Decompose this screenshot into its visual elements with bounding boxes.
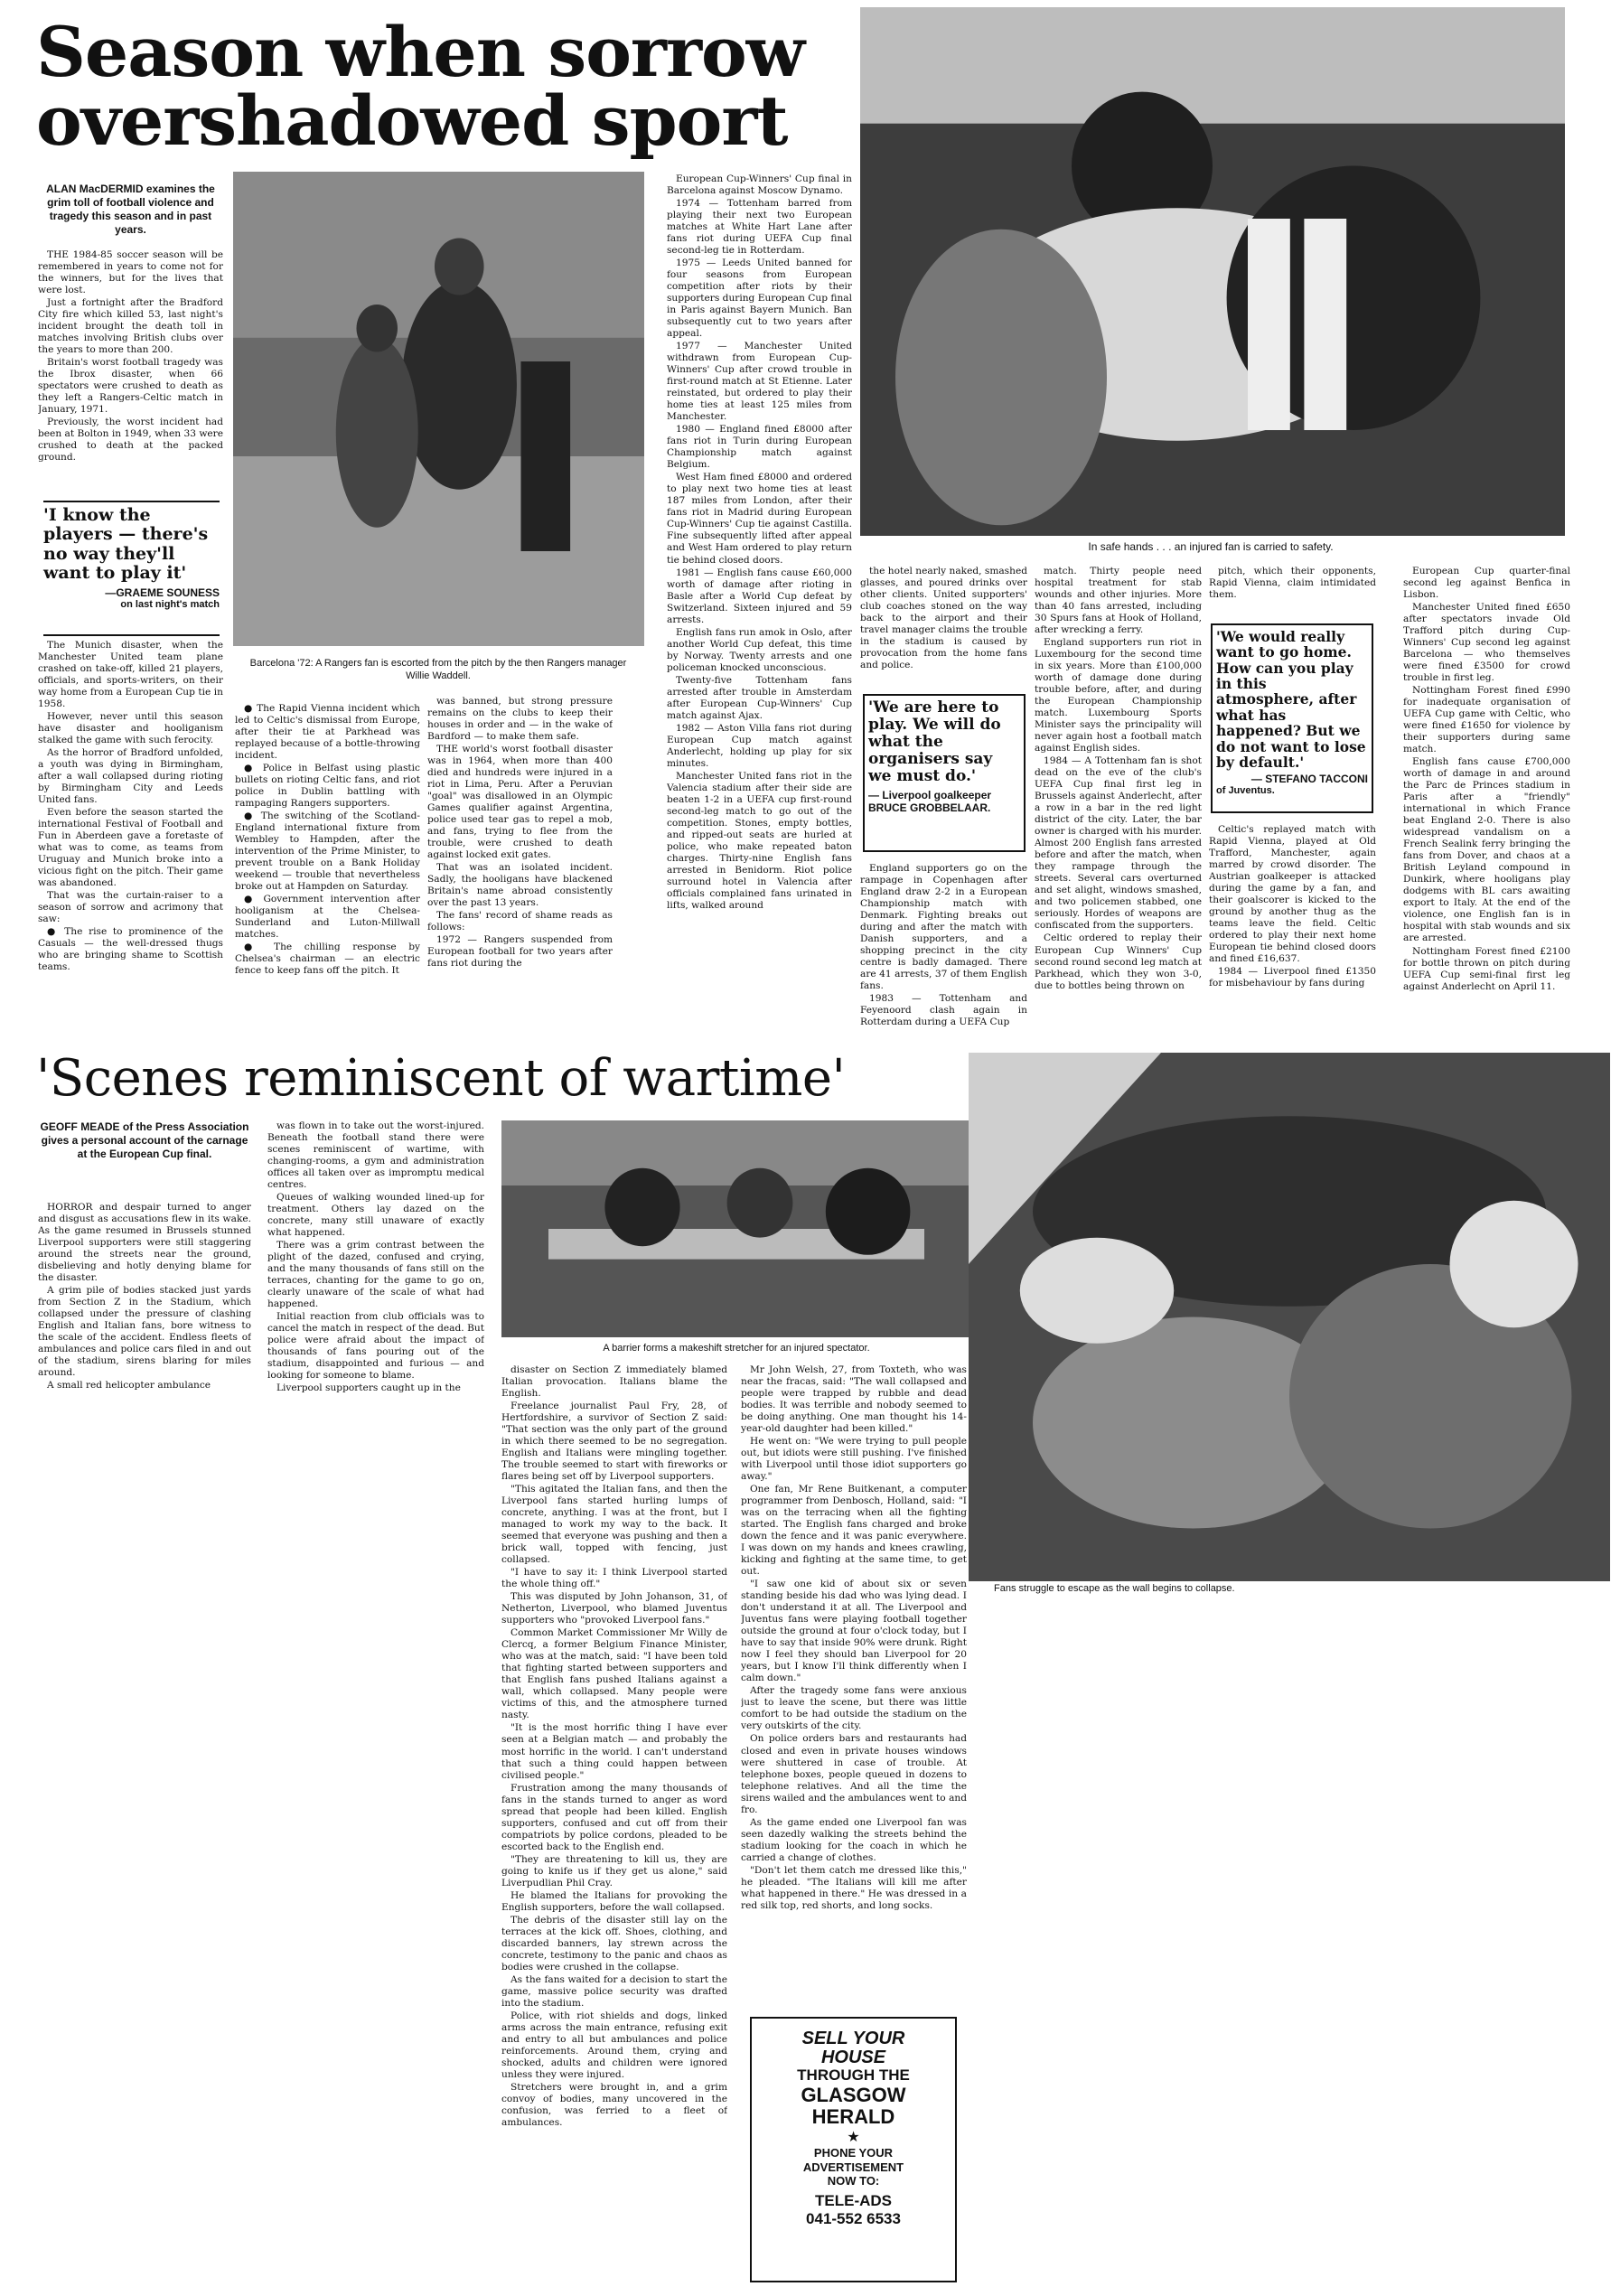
paragraph: Manchester United fined £650 after spectators invade Old Trafford pitch during Cup-Winners' Cup second leg against Barcelona — who themselves were fined £3500 for crowd trouble in first leg. (1403, 602, 1570, 684)
paragraph: 1984 — Liverpool fined £1350 for misbehaviour by fans during (1209, 966, 1376, 989)
article1-col4 (667, 173, 852, 1046)
paragraph: 1983 — Tottenham and Feyenoord clash again in Rotterdam during a UEFA Cup (860, 993, 1027, 1028)
paragraph: Liverpool supporters caught up in the (276, 1382, 461, 1394)
paragraph: As the fans waited for a decision to start the game, massive police security was drafted into the stadium. (501, 1973, 727, 2009)
paragraph: ● The Rapid Vienna incident which led to Celtic's dismissal from Europe, after their tie at Parkhead was replayed because of a bottle-throwing incident. (235, 703, 420, 762)
paragraph: However, never until this season have disaster and hooliganism stalked the game with such ferocity. (38, 711, 223, 746)
ad-line6: PHONE YOUR (813, 2146, 894, 2160)
paragraph: ● The switching of the Scotland-England international fixture from Wembley to Hampden, after the intervention of the Prime Minister, to prevent trouble on a Bank Holiday weekend — trouble that nevertheless broke out at Hampden on Saturday. (235, 811, 420, 893)
article1-col1 (38, 249, 223, 502)
paragraph: "Don't let them catch me dressed like this," he pleaded. "The Italians will kill me after what happened in there." He was dressed in a red silk top, red shorts, and long socks. (741, 1864, 967, 1911)
article1-quote-tacconi (1211, 623, 1373, 813)
photo-wall-collapse-caption: Fans struggle to escape as the wall begins to collapse. (994, 1583, 1235, 1594)
article1-col7b (1209, 824, 1376, 1048)
article2-col2 (267, 1120, 484, 1437)
paragraph: Mr John Welsh, 27, from Toxteth, who was near the fracas, said: "The wall collapsed and people were trapped by rubble and dead bodies. It was terrible and nobody seemed to be doing anything. One man thought his 14-year-old daughter had been killed." (741, 1364, 967, 1435)
paragraph: Just a fortnight after the Bradford City fire which killed 53, last night's incident brought the death toll in matches involving British clubs over the years to more than 200. (38, 297, 223, 356)
paragraph: ● The rise to prominence of the Casuals — the well-dressed thugs who are bringing shame to Scottish teams. (38, 926, 223, 973)
ad-line1: SELL YOUR (801, 2029, 905, 2048)
paragraph: 1977 — Manchester United withdrawn from European Cup-Winners' Cup after crowd trouble in first-round match at St Etienne. Later reinstated, but ordered to play their home ties at least 125 miles from Manchester. (667, 341, 852, 423)
paragraph: 1974 — Tottenham barred from playing their next two European matches at White Hart Lane after fans riot during UEFA Cup final second-leg tie in Rotterdam. (667, 198, 852, 257)
paragraph: That was an isolated incident. Sadly, the hooligans have blackened Britain's name abroad consistently over the past 13 years. (427, 862, 613, 909)
paragraph: "It is the most horrific thing I have ever seen at a Belgian match — and probably the most horrific in the world. I can't understand that such a thing could happen between civilised people." (501, 1722, 727, 1781)
paragraph: As the game ended one Liverpool fan was seen dazedly walking the streets behind the stadium looking for the coach in which he carried a change of clothes. (741, 1816, 967, 1863)
photo-barrier-caption: A barrier forms a makeshift stretcher for an injured spectator. (603, 1343, 870, 1354)
article2-byline: GEOFF MEADE of the Press Association gives a personal account of the carnage at the European Cup final. (40, 1120, 249, 1160)
article1-col6 (1035, 566, 1202, 1046)
paragraph: England supporters go on the rampage in Copenhagen after England draw 2-2 in a European Championship match with Denmark. Fighting breaks out during and after the match with Danish supporters, and a shopping precinct in the city centre is badly damaged. There are 41 arrests, 37 of them English fans. (860, 863, 1027, 992)
paragraph: Queues of walking wounded lined-up for treatment. Others lay dazed on the concrete, many still unaware of exactly what happened. (267, 1192, 484, 1239)
quote-note: of Juventus. (1216, 785, 1275, 797)
article1-col5 (860, 566, 1027, 683)
paragraph: was flown in to take out the worst-injured. Beneath the football stand there were scenes reminiscent of wartime, with changing-rooms, a gym and administration offices all taken over as impromptu medical centres. (267, 1120, 484, 1191)
paragraph: Britain's worst football tragedy was the Ibrox disaster, when 66 spectators were crushed to death as they left a Rangers-Celtic match in January, 1971. (38, 357, 223, 416)
paragraph: HORROR and despair turned to anger and disgust as accusations flew in its wake. As the game resumed in Brussels stunned Liverpool supporters were still staggering around the streets near the ground, disbelieving and hotly denying blame for the disaster. (38, 1202, 251, 1284)
ad-line4: GLASGOW (801, 2083, 906, 2106)
article1-col7 (1209, 566, 1376, 602)
paragraph: As the horror of Bradford unfolded, a youth was dying in Birmingham, after a wall collapsed during rioting by Birmingham City and Leeds United fans. (38, 747, 223, 806)
paragraph: ● The chilling response by Chelsea's chairman — an electric fence to keep fans off the pitch. It (235, 942, 420, 977)
paragraph: Manchester United fans riot in the Valencia stadium after their side are beaten 1-2 in a UEFA cup first-round second-leg match to go out of the competition. Stones, empty bottles, and ripped-out seats are hurled at police, who make repeated baton charges. Thirty-nine English fans arrested in Benidorm. Riot police surround hotel in Valencia after officials complained fans urinated in lifts, walked around (667, 770, 852, 911)
paragraph: The fans' record of shame reads as follows: (427, 910, 613, 933)
paragraph: disaster on Section Z immediately blamed Italian provocation. Italians blame the English. (501, 1364, 727, 1400)
paragraph: English fans run amok in Oslo, after another World Cup defeat, this time by Norway. Twenty arrests and one policeman knocked unconscious. (667, 626, 852, 673)
article1-col2 (235, 703, 420, 1046)
ad-line7: ADVERTISEMENT (802, 2160, 904, 2174)
ad-phone: 041-552 6533 (806, 2209, 901, 2227)
paragraph: Celtic ordered to replay their European Cup Winners' Cup second round second leg match at Parkhead, which they won 3-0, due to bottles being thrown on (1035, 932, 1202, 991)
quote-text: 'We are here to play. We will do what the organisers say we must do.' (868, 698, 1001, 786)
article1-quote-souness (43, 501, 220, 636)
paragraph: European Cup-Winners' Cup final in Barcelona against Moscow Dynamo. (667, 173, 852, 197)
paragraph: 1972 — Rangers suspended from European football for two years after fans riot during the (427, 934, 613, 970)
paragraph: England supporters run riot in Luxembourg for the second time in six years. More than £100,000 worth of damage done during trouble before, after, and during the European Championship match. Luxembourg Sports Minister says the principality will never again host a football match against English sides. (1035, 637, 1202, 754)
star-icon: ★ (847, 2130, 860, 2146)
quote-author: — Liverpool goalkeeper BRUCE GROBBELAAR. (868, 789, 992, 815)
photo-injured-fan-carried (860, 7, 1565, 536)
quote-note: on last night's match (120, 599, 220, 611)
article1-col3 (427, 696, 613, 1046)
paragraph: Nottingham Forest fined £2100 for bottle thrown on pitch during UEFA Cup semi-final first leg against Anderlecht on April 11. (1403, 945, 1570, 992)
paragraph: THE 1984-85 soccer season will be remembered in years to come not for the winners, but for the lives that were lost. (38, 249, 223, 296)
paragraph: He went on: "We were trying to pull people out, but idiots were still pushing. I've finished with Liverpool until those idiot supporters go away." (741, 1436, 967, 1483)
paragraph: This was disputed by John Johanson, 31, of Netherton, Liverpool, who blamed Juventus supporters who "provoked Liverpool fans." (501, 1591, 727, 1626)
paragraph: "They are threatening to kill us, they are going to knife us if they get us alone," said Liverpudlian Phil Cray. (501, 1853, 727, 1888)
paragraph: There was a grim contrast between the plight of the dazed, confused and crying, and the many thousands of fans still on the terraces, chanting for the game to go on, clearly unaware of the scale of what had happened. (267, 1240, 484, 1310)
article1-col5b (860, 863, 1027, 1048)
paragraph: was banned, but strong pressure remains on the clubs to keep their houses in order and — in the wake of Bardford — to make them safe. (427, 696, 613, 743)
paragraph: match. Thirty people need hospital treatment for stab wounds and other injuries. More than 40 fans arrested, including 30 Spurs fans at Hook of Holland, after wrecking a ferry. (1035, 566, 1202, 636)
paragraph: Celtic's replayed match with Rapid Vienna, played at Old Trafford, Manchester, again marred by crowd disorder. The Austrian goalkeeper is attacked during the game by a fan, and their goalscorer is kicked to the ground by another thug as the teams leave the field. Celtic ordered to play their next home European tie behind closed doors and fined £16,637. (1209, 824, 1376, 965)
quote-author: — STEFANO TACCONI (1250, 773, 1368, 786)
paragraph: 1981 — English fans cause £60,000 worth of damage after rioting in Basle after a World Cup defeat by Switzerland. Sixteen injured and 59 arrests. (667, 567, 852, 625)
paragraph: After the tragedy some fans were anxious just to leave the scene, but there was little comfort to be had outside the stadium on the very outskirts of the city. (741, 1685, 967, 1732)
paragraph: That was the curtain-raiser to a season of sorrow and acrimony that saw: (38, 890, 223, 925)
paragraph: 1984 — A Tottenham fan is shot dead on the eve of the club's UEFA Cup final first leg in Brussels against Anderlecht, after a row in a bar in the red light district of the city. Later, the bar owner is charged with his murder. Almost 200 English fans arrested before and after the match, when they rampage through the streets. Several cars overturned and set alight, windows smashed, and two policemen stabbed, one seriously. Hordes of weapons are confiscated from the supporters. (1035, 755, 1202, 932)
paragraph: "I saw one kid of about six or seven standing beside his dad who was lying dead. I don't understand it at all. The Liverpool and Juventus fans were playing football together outside the ground at four o'clock today, but I have to say that inside 90% were drunk. Right now I feel they should ban Liverpool for 20 years, but I know I'll think differently when I calm down." (741, 1579, 967, 1684)
paragraph: On police orders bars and restaurants had closed and even in private houses windows were shuttered in case of trouble. At telephone boxes, people queued in dozens to telephone relatives. And all the time the sirens wailed and the ambulances went to and fro. (741, 1733, 967, 1815)
paragraph: Twenty-five Tottenham fans arrested after trouble in Amsterdam after European Cup-Winners' Cup match against Ajax. (667, 674, 852, 721)
paragraph: 1982 — Aston Villa fans riot during European Cup match against Anderlecht, holding up play for six minutes. (667, 722, 852, 769)
paragraph: The debris of the disaster still lay on the terraces at the kick off. Shoes, clothing, and discarded banners, lay strewn across the concrete, testimony to the panic and chaos as bodies were crushed in the collapse. (501, 1914, 727, 1973)
article2-headline: 'Scenes reminiscent of wartime' (36, 1049, 846, 1108)
article1-quote-grobbelaar (863, 694, 1026, 852)
article1-col1b (38, 640, 223, 1045)
article2-col1 (38, 1202, 251, 1437)
paragraph: ● Police in Belfast using plastic bullets on rioting Celtic fans, and riot police in Dublin battling with rampaging Rangers supporters. (235, 763, 420, 810)
ad-line9: TELE-ADS (815, 2191, 892, 2209)
paragraph: Initial reaction from club officials was to cancel the match in respect of the dead. But police were afraid about the impact of thousands of fans pouring out of the stadium, disappointed and furious — and looking for someone to blame. (267, 1311, 484, 1382)
paragraph: One fan, Mr Rene Buitkenant, a computer programmer from Denbosch, Holland, said: "I was on the terracing when all the fighting started. The English fans charged and broke down the fence and it was panic everywhere. I was down on my hands and knees crawling, kicking and fighting at the same time, to get out. (741, 1484, 967, 1578)
article2-col3 (501, 1364, 727, 2286)
ad-line8: NOW TO: (827, 2174, 880, 2188)
paragraph: "This agitated the Italian fans, and then the Liverpool fans started hurling lumps of concrete, anything. I was at the front, but I managed to work my way to the back. It seemed that everyone was pushing and then a brick wall, topped with fencing, just collapsed. (501, 1484, 727, 1566)
ad-line3: THROUGH THE (797, 2066, 910, 2084)
paragraph: Frustration among the many thousands of fans in the stands turned to anger as word spread that people had been killed. English supporters, confused and cut off from their compatriots by police cordons, pleaded to be escorted back to the English end. (501, 1782, 727, 1852)
paragraph: West Ham fined £8000 and ordered to play next two home ties at least 187 miles from London, after their fans riot in Madrid during European Cup-Winners' Cup tie against Castilla. Fine subsequently lifted after appeal and West Ham ordered to play return tie behind closed doors. (667, 472, 852, 566)
paragraph: European Cup quarter-final second leg against Benfica in Lisbon. (1403, 566, 1570, 601)
photo-injured-fan-caption: In safe hands . . . an injured fan is carried to safety. (1088, 540, 1334, 553)
glasgow-herald-advert (750, 2017, 957, 2282)
paragraph: pitch, which their opponents, Rapid Vienna, claim intimidated them. (1209, 566, 1376, 601)
paragraph: English fans cause £700,000 worth of damage in and around the Parc de Princes stadium in Paris after a "friendly" international in which France beat England 2-0. There is also widespread vandalism on a French Sealink ferry bringing the fans from Dover, and chaos at a British Leyland compound in Dunkirk, where hooligans play dodgems with BL cars awaiting export to Italy. At the end of the violence, one English fan is in hospital with stab wounds and six are arrested. (1403, 756, 1570, 944)
quote-text: 'I know the players — there's no way they'll want to play it' (43, 505, 209, 583)
paragraph: He blamed the Italians for provoking the English supporters, before the wall collapsed. (501, 1889, 727, 1913)
photo-barcelona-72 (233, 172, 644, 646)
paragraph: Nottingham Forest fined £990 for inadequate organisation of UEFA Cup game with Celtic, who were fined £1650 for violence by their supporters during same match. (1403, 685, 1570, 755)
paragraph: The Munich disaster, when the Manchester United team plane crashed on take-off, killed 21 players, officials, and sports-writers, on their way home from a European Cup tie in 1958. (38, 640, 223, 710)
ad-line2: HOUSE (820, 2048, 886, 2067)
paragraph: ● Government intervention after hooliganism at the Chelsea-Sunderland and Luton-Millwall matches. (235, 894, 420, 941)
article2-col4 (741, 1364, 967, 2006)
paragraph: "I have to say it: I think Liverpool started the whole thing off." (501, 1567, 727, 1590)
article1-byline: ALAN MacDERMID examines the grim toll of football violence and tragedy this season and in past years. (46, 183, 215, 236)
article1-col8 (1403, 566, 1570, 1046)
quote-text: 'We would really want to go home. How can you play in this atmosphere, after what has happened? But we do not want to lose by default.' (1216, 628, 1366, 771)
ad-line5: HERALD (811, 2104, 895, 2128)
paragraph: Even before the season started the international Festival of Football and Fun in Aberdeen gave a foretaste of what was to come, as teams from Uruguay and Munich broke into a vicious fight on the pitch. Their game was abandoned. (38, 807, 223, 889)
paragraph: 1980 — England fined £8000 after fans riot in Turin during European Championship match against Belgium. (667, 424, 852, 471)
paragraph: Common Market Commissioner Mr Willy de Clercq, a former Belgium Finance Minister, who was at the match, said: "I have been told that fighting started between supporters and that English fans pushed Italians against a wall, which collapsed. Many people were victims of this, and the atmosphere turned nasty. (501, 1627, 727, 1721)
photo-barcelona-72-caption: Barcelona '72: A Rangers fan is escorted from the pitch by the then Rangers manager Willie Waddell. (249, 658, 627, 681)
paragraph: THE world's worst football disaster was in 1964, when more than 400 died and hundreds were injured in a riot in Lima, Peru. After a Peruvian "goal" was disallowed in an Olympic Games qualifier against Argentina, police used tear gas to repel a mob, and fans, trying to flee from the trouble, were crushed to death against locked exit gates. (427, 744, 613, 861)
paragraph: A small red helicopter ambulance (47, 1380, 211, 1392)
photo-barrier-stretcher (501, 1120, 971, 1337)
paragraph: 1975 — Leeds United banned for four seasons from European competition after riots by their supporters during European Cup final in Paris against Bayern Munich. Ban subsequently cut to two years after appeal. (667, 258, 852, 340)
article1-headline: Season when sorrow overshadowed sport (36, 12, 805, 161)
paragraph: Previously, the worst incident had been at Bolton in 1949, when 33 were crushed to death at the packed ground. (38, 417, 223, 464)
photo-wall-collapse (969, 1053, 1610, 1581)
quote-author: —GRAEME SOUNESS (105, 586, 220, 600)
paragraph: Freelance journalist Paul Fry, 28, of Hertfordshire, a survivor of Section Z said: "That section was the only part of the ground in which there seemed to be no segregation. English and Italians were mingling together. The trouble seemed to start with fireworks or flares being set off by Liverpool supporters. (501, 1401, 727, 1483)
paragraph: Police, with riot shields and dogs, linked arms across the main entrance, refusing exit and entry to all but ambulances and police reinforcements. Around them, crying and shocked, adults and children were ignored unless they were injured. (501, 2010, 727, 2080)
paragraph: A grim pile of bodies stacked just yards from Section Z in the Stadium, which collapsed under the pressure of clashing English and Italian fans, bore witness to the scale of the accident. Endless fleets of ambulances and police cars filed in and out of the stadium, sirens blaring for miles around. (38, 1285, 251, 1379)
paragraph: Stretchers were brought in, and a grim convoy of bodies, many uncovered in the confusion, was ferried to a fleet of ambulances. (501, 2081, 727, 2128)
paragraph: the hotel nearly naked, smashed glasses, and poured drinks over other clients. United supporters' club coaches stoned on the way back to the airport and their travel manager claims the trouble in the stadium is caused by provocation from the home fans and police. (860, 566, 1027, 671)
